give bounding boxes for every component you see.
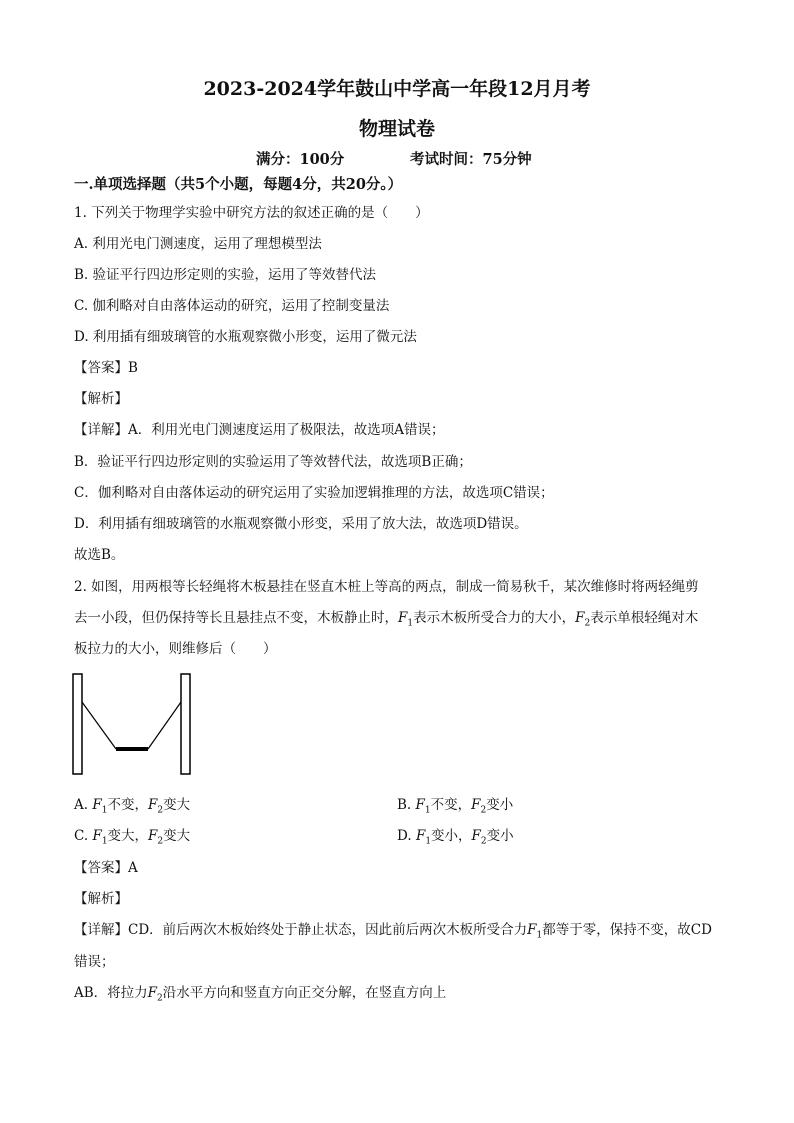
symbol-f: F xyxy=(398,610,408,626)
subscript: 1 xyxy=(425,836,432,847)
detail-text: 沿水平方向和竖直方向正交分解，在竖直方向上 xyxy=(162,985,447,1001)
option-text: 变大 xyxy=(163,797,191,813)
option-text: 不变， xyxy=(430,797,472,813)
detail-text: AB．将拉力 xyxy=(74,985,148,1001)
q2-option-b xyxy=(397,793,513,816)
option-label: B. xyxy=(397,797,416,813)
q1-stem: 1. 下列关于物理学实验中研究方法的叙述正确的是（ ） xyxy=(74,205,429,221)
q1-detail-b: B．验证平行四边形定则的实验运用了等效替代法，故选项B正确； xyxy=(74,454,472,470)
option-text: 变小 xyxy=(486,828,514,844)
q2-stem-line3: 板拉力的大小，则维修后（ ） xyxy=(74,641,277,657)
symbol-f: F xyxy=(471,828,481,844)
symbol-f: F xyxy=(471,797,481,813)
section-heading: 一.单项选择题（共5个小题，每题4分，共20分。） xyxy=(74,176,403,193)
detail-tag: 【详解】 xyxy=(74,422,128,438)
subscript: 2 xyxy=(157,993,163,1004)
detail-text: 都等于零，保持不变，故CD xyxy=(542,922,712,938)
subscript: 1 xyxy=(407,618,414,629)
q1-analysis-tag: 【解析】 xyxy=(74,391,128,407)
q2-detail-cd xyxy=(74,918,712,941)
option-text: 变小， xyxy=(431,828,472,844)
q2-stem-line2 xyxy=(74,606,698,629)
q1-detail-a xyxy=(74,418,445,438)
wooden-board xyxy=(116,747,148,751)
q2-option-a xyxy=(74,793,190,816)
symbol-f: F xyxy=(147,797,158,813)
right-rope xyxy=(148,702,181,749)
detail-tag: 【详解】 xyxy=(74,922,128,938)
q1-conclusion: 故选B。 xyxy=(74,547,125,563)
option-text: 变小 xyxy=(486,797,514,813)
q2-option-c xyxy=(74,824,190,847)
subscript: 2 xyxy=(157,805,164,816)
swing-figure xyxy=(70,672,196,778)
symbol-f: F xyxy=(415,797,425,813)
stem-text: 去一小段，但仍保持等长且悬挂点不变，木板静止时， xyxy=(74,610,398,626)
q2-answer xyxy=(74,856,138,876)
option-label: C. xyxy=(74,828,93,844)
symbol-f: F xyxy=(92,828,102,844)
stem-text: 表示木板所受合力的大小， xyxy=(413,610,576,626)
q2-analysis-tag: 【解析】 xyxy=(74,891,128,907)
q1-option-c: C. 伽利略对自由落体运动的研究，运用了控制变量法 xyxy=(74,298,390,314)
q1-option-b: B. 验证平行四边形定则的实验，运用了等效替代法 xyxy=(74,267,377,283)
answer-value: B xyxy=(128,360,138,376)
subscript: 2 xyxy=(480,805,487,816)
q2-detail-ab xyxy=(74,981,446,1004)
symbol-f: F xyxy=(575,610,585,626)
answer-tag: 【答案】 xyxy=(74,360,128,376)
symbol-f: F xyxy=(527,922,537,938)
symbol-f: F xyxy=(415,828,426,844)
subscript: 2 xyxy=(480,836,487,847)
full-score: 满分：100分 xyxy=(256,151,345,168)
subscript: 2 xyxy=(157,836,164,847)
q2-option-d xyxy=(397,824,514,847)
answer-value: A xyxy=(128,860,138,876)
exam-time: 考试时间：75分钟 xyxy=(410,151,532,168)
answer-tag: 【答案】 xyxy=(74,860,128,876)
symbol-f: F xyxy=(148,828,158,844)
q2-detail-cd-cont: 错误； xyxy=(74,954,115,970)
q1-option-a: A. 利用光电门测速度，运用了理想模型法 xyxy=(74,236,322,252)
paper-subtitle: 物理试卷 xyxy=(358,118,435,140)
option-label: A. xyxy=(74,797,93,813)
option-text: 变大， xyxy=(107,828,149,844)
symbol-f: F xyxy=(147,985,158,1001)
detail-text: CD．前后两次木板始终处于静止状态，因此前后两次木板所受合力 xyxy=(128,922,528,938)
subscript: 2 xyxy=(584,618,591,629)
q1-detail-c: C．伽利略对自由落体运动的研究运用了实验加逻辑推理的方法，故选项C错误； xyxy=(74,485,554,501)
symbol-f: F xyxy=(92,797,102,813)
q1-option-d: D. 利用插有细玻璃管的水瓶观察微小形变，运用了微元法 xyxy=(74,329,417,345)
left-rope xyxy=(82,702,116,749)
q1-answer xyxy=(74,356,138,376)
detail-text: A．利用光电门测速度运用了极限法，故选项A错误； xyxy=(128,422,445,438)
option-text: 变大 xyxy=(163,828,191,844)
right-post xyxy=(181,674,190,774)
q1-detail-d: D．利用插有细玻璃管的水瓶观察微小形变，采用了放大法，故选项D错误。 xyxy=(74,516,528,532)
stem-text: 表示单根轻绳对木 xyxy=(590,610,699,626)
subscript: 1 xyxy=(424,805,431,816)
option-label: D. xyxy=(397,828,416,844)
subscript: 1 xyxy=(101,836,108,847)
q2-stem-line1: 2. 如图，用两根等长轻绳将木板悬挂在竖直木桩上等高的两点，制成一简易秋千，某次维修时将两轻绳剪 xyxy=(74,579,699,595)
option-text: 不变， xyxy=(107,797,148,813)
left-post xyxy=(73,674,82,774)
exam-title: 2023-2024学年鼓山中学高一年段12月月考 xyxy=(203,78,591,100)
subscript: 1 xyxy=(101,805,108,816)
subscript: 1 xyxy=(536,930,543,941)
